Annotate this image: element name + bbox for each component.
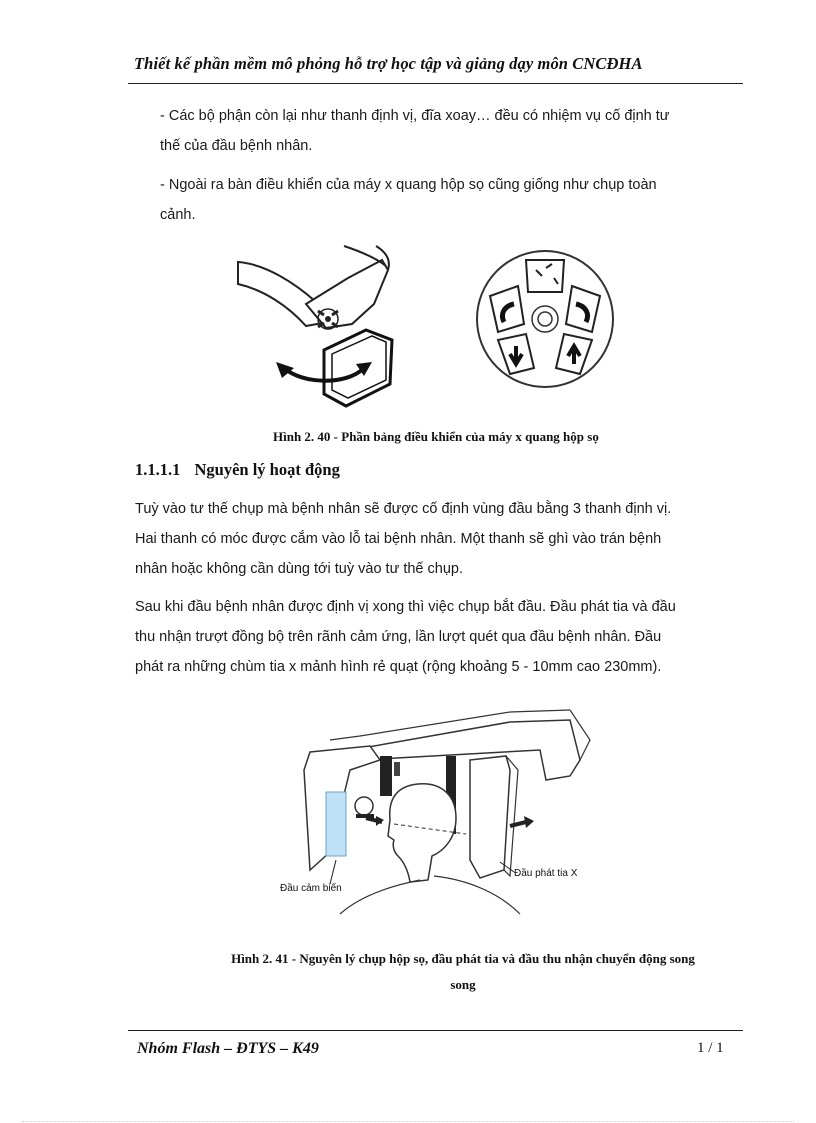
- section-heading: [135, 460, 340, 480]
- paragraph-4-line-3: phát ra những chùm tia x mảnh hình rẻ quạt (rộng khoảng 5 - 10mm cao 230mm).: [135, 659, 662, 675]
- figure-41-caption: [193, 946, 733, 998]
- paragraph-2-line-1: - Ngoài ra bàn điều khiển của máy x quang hộp sọ cũng giống như chụp toàn: [160, 177, 657, 193]
- page-bottom-border: [22, 1121, 794, 1122]
- figure-41-caption-line-2: song: [450, 977, 476, 992]
- footer-group-name: Nhóm Flash – ĐTYS – K49: [137, 1040, 319, 1057]
- paragraph-3-line-1: Tuỳ vào tư thế chụp mà bệnh nhân sẽ được cố định vùng đầu bằng 3 thanh định vị.: [135, 501, 672, 517]
- control-knob-illustration: [236, 244, 404, 410]
- control-panel-illustration: [474, 248, 616, 390]
- header-divider: [128, 83, 743, 84]
- paragraph-4-line-1: Sau khi đầu bệnh nhân được định vị xong thì việc chụp bắt đầu. Đầu phát tia và đầu: [135, 599, 676, 615]
- page-header-title: Thiết kế phần mềm mô phỏng hỗ trợ học tập và giảng dạy môn CNCĐHA: [134, 54, 643, 73]
- cephalometric-scan-illustration: [270, 700, 600, 920]
- emitter-label: Đầu phát tia X: [514, 868, 578, 879]
- paragraph-1-line-2: thế của đầu bệnh nhân.: [160, 138, 313, 154]
- paragraph-3-line-3: nhân hoặc không cần dùng tới tuỳ vào tư thế chụp.: [135, 561, 463, 577]
- paragraph-4: [135, 592, 740, 682]
- paragraph-3-line-2: Hai thanh có móc được cắm vào lỗ tai bệnh nhân. Một thanh sẽ ghì vào trán bệnh: [135, 531, 662, 547]
- figure-41-caption-line-1: Hình 2. 41 - Nguyên lý chụp hộp sọ, đầu phát tia và đầu thu nhận chuyển động song: [231, 951, 695, 966]
- footer-divider: [128, 1030, 743, 1031]
- section-title: Nguyên lý hoạt động: [194, 460, 340, 479]
- page-number: 1 / 1: [697, 1040, 724, 1056]
- section-number: 1.1.1.1: [135, 460, 181, 479]
- paragraph-2-line-2: cảnh.: [160, 207, 196, 223]
- figure-40-caption: Hình 2. 40 - Phần bảng điều khiển của máy x quang hộp sọ: [273, 429, 599, 444]
- paragraph-1-line-1: - Các bộ phận còn lại như thanh định vị, đĩa xoay… đều có nhiệm vụ cố định tư: [160, 108, 670, 124]
- paragraph-4-line-2: thu nhận trượt đồng bộ trên rãnh cảm ứng, lần lượt quét qua đầu bệnh nhân. Đầu: [135, 629, 662, 645]
- paragraph-3: [135, 494, 740, 584]
- sensor-label: Đầu cảm biến: [280, 883, 342, 894]
